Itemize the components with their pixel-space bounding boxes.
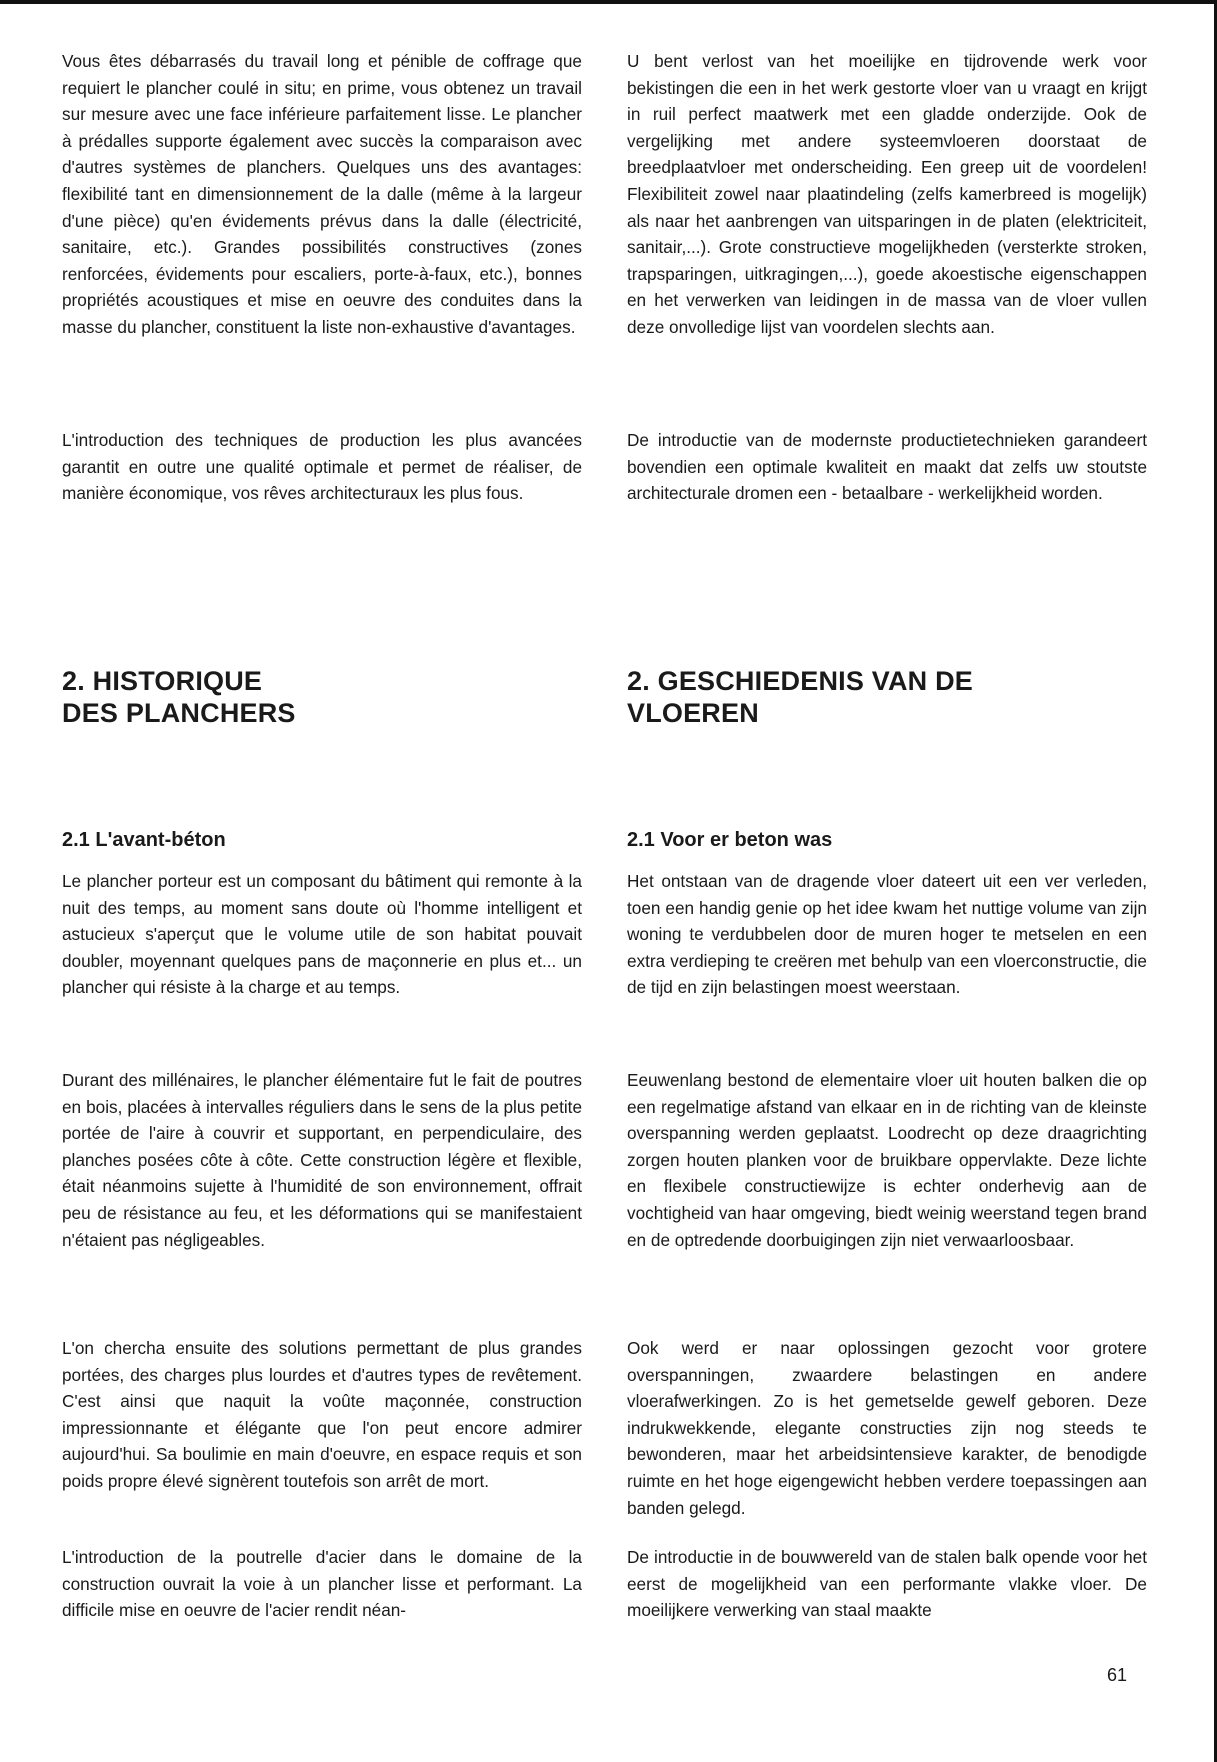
nl-subsection-title: 2.1 Voor er beton was — [627, 829, 833, 851]
nl-section-title — [627, 665, 1147, 729]
fr-subsection-title: 2.1 L'avant-béton — [62, 829, 226, 851]
fr-paragraph-steel: L'introduction de la poutrelle d'acier dans le domaine de la construction ouvrait la voie à un plancher lisse et performant. La difficile mise en oeuvre de l'acier rendit néan- — [62, 1547, 582, 1621]
nl-paragraph-wood-beams: Eeuwenlang bestond de elementaire vloer uit houten balken die op een regelmatige afstand van elkaar en in de richting van de kleinste overspanning werden geplaatst. Loodrecht op deze draagrichting zorgen houten planken voor de bruikbare oppervlakte. Deze lichte en flexibele constructiewijze is echter onderhevig aan de vochtigheid van haar omgeving, biedt weinig weerstand tegen brand en de optredende doorbuigingen zijn niet verwaarloosbaar. — [627, 1070, 1147, 1250]
fr-section-title — [62, 665, 582, 729]
fr-section-title-line2: DES PLANCHERS — [62, 698, 296, 728]
top-border-rule — [0, 0, 1217, 4]
fr-section-title-line1: 2. HISTORIQUE — [62, 666, 263, 696]
nl-paragraph-vault: Ook werd er naar oplossingen gezocht voor grotere overspanningen, zwaardere belastingen en andere vloerafwerkingen. Zo is het gemetselde gewelf geboren. Deze indrukwekkende, elegante constructies zijn nog steeds te bewonderen, maar het arbeidsintensieve karakter, de benodigde ruimte en het hoge eigengewicht hebben verdere toepassingen aan banden gelegd. — [627, 1338, 1147, 1518]
nl-paragraph-advantages: U bent verlost van het moeilijke en tijdrovende werk voor bekistingen die een in het werk gestorte vloer van u vraagt en krijgt in ruil perfect maatwerk met een gladde onderzijde. Ook de vergelijking met andere systeemvloeren doorstaat de breedplaatvloer met onderscheiding. Een greep uit de voordelen! Flexibiliteit zowel naar plaatindeling (zelfs kamerbreed is mogelijk) als naar het aanbrengen van uitsparingen in de platen (elektriciteit, sanitair,...). Grote constructieve mogelijkheden (versterkte stroken, trapsparingen, uitkragingen,...), goede akoestische eigenschappen en het verwerken van leidingen in de massa van de vloer vullen deze onvolledige lijst van voordelen slechts aan. — [627, 51, 1147, 337]
nl-section-title-line2: VLOEREN — [627, 698, 759, 728]
nl-paragraph-production: De introductie van de modernste productietechnieken garandeert bovendien een optimale kwaliteit en maakt dat zelfs uw stoutste architecturale dromen een - betaalbare - werkelijkheid worden. — [627, 430, 1147, 504]
nl-section-title-line1: 2. GESCHIEDENIS VAN DE — [627, 666, 973, 696]
nl-paragraph-origin: Het ontstaan van de dragende vloer dateert uit een ver verleden, toen een handig genie op het idee kwam het nuttige volume van zijn woning te verdubbelen door de muren hoger te metselen en een extra verdieping te creëren met behulp van een vloerconstructie, die de tijd en zijn belastingen moest weerstaan. — [627, 871, 1147, 998]
nl-paragraph-steel: De introductie in de bouwwereld van de stalen balk opende voor het eerst de mogelijkheid van een performante vlakke vloer. De moeilijkere verwerking van staal maakte — [627, 1547, 1147, 1621]
page-number: 61 — [1107, 1665, 1128, 1685]
fr-paragraph-advantages: Vous êtes débarrasés du travail long et pénible de coffrage que requiert le plancher coulé in situ; en prime, vous obtenez un travail sur mesure avec une face inférieure parfaitement lisse. Le plancher à prédalles supporte également avec succès la comparaison avec d'autres systèmes de planchers. Quelques uns des avantages: flexibilité tant en dimensionnement de la dalle (même à la largeur d'une pièce) qu'en évidements prévus dans la dalle (électricité, sanitaire, etc.). Grandes possibilités constructives (zones renforcées, évidements pour escaliers, porte-à-faux, etc.), bonnes propriétés acoustiques et mise en oeuvre des conduites dans la masse du plancher, constituent la liste non-exhaustive d'avantages. — [62, 51, 582, 337]
fr-paragraph-vault: L'on chercha ensuite des solutions permettant de plus grandes portées, des charges plus lourdes et d'autres types de revêtement. C'est ainsi que naquit la voûte maçonnée, construction impressionnante et élégante que l'on peut encore admirer aujourd'hui. Sa boulimie en main d'oeuvre, en espace requis et son poids propre élevé signèrent toutefois son arrêt de mort. — [62, 1338, 582, 1491]
fr-paragraph-production: L'introduction des techniques de production les plus avancées garantit en outre une qualité optimale et permet de réaliser, de manière économique, vos rêves architecturaux les plus fous. — [62, 430, 582, 504]
fr-paragraph-origin: Le plancher porteur est un composant du bâtiment qui remonte à la nuit des temps, au moment sans doute où l'homme intelligent et astucieux s'aperçut que le volume utile de son habitat pouvait doubler, moyennant quelques pans de maçonnerie en plus et... un plancher qui résiste à la charge et au temps. — [62, 871, 582, 998]
fr-paragraph-wood-beams: Durant des millénaires, le plancher élémentaire fut le fait de poutres en bois, placées à intervalles réguliers dans le sens de la plus petite portée de l'aire à couvrir et supportant, en perpendiculaire, des planches posées côte à côte. Cette construction légère et flexible, était néanmoins sujette à l'humidité de son environnement, offrait peu de résistance au feu, et les déformations qui se manifestaient n'étaient pas négligeables. — [62, 1070, 582, 1250]
